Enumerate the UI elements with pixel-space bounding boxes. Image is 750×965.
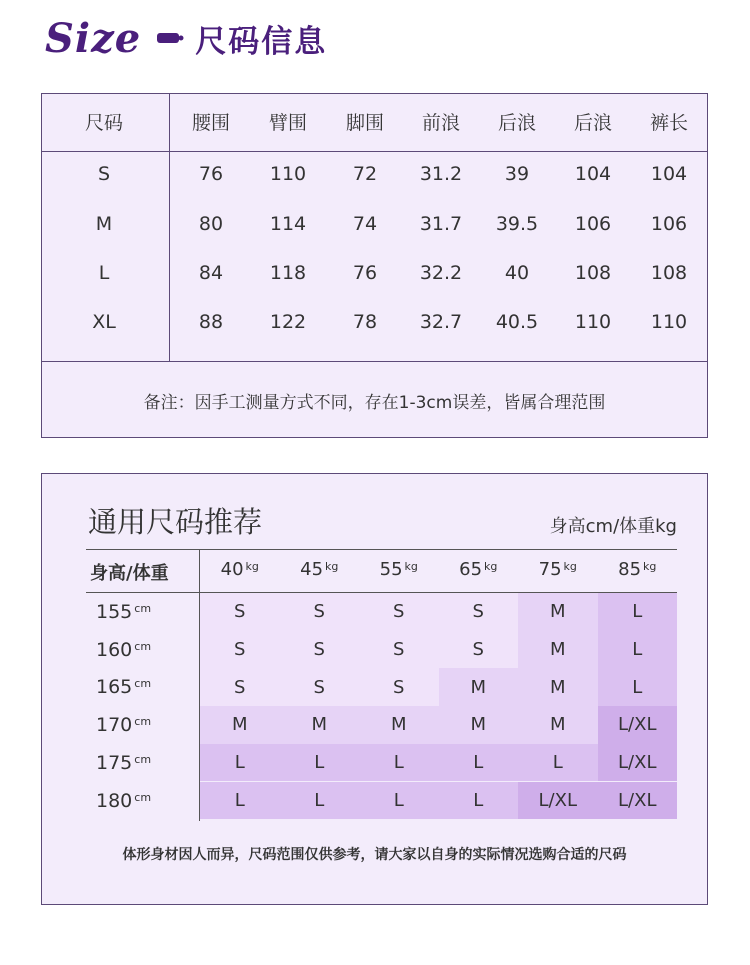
size-table-divider bbox=[169, 94, 170, 362]
size-table-cell: 76 bbox=[352, 262, 378, 284]
weight-value: 40 bbox=[220, 559, 244, 580]
weight-column-header bbox=[539, 559, 577, 580]
size-recommendation-cell: M bbox=[439, 668, 519, 706]
page-title: 尺码信息 bbox=[195, 23, 328, 60]
size-table-size-label: L bbox=[98, 262, 110, 284]
size-table-column-header: 腰围 bbox=[191, 112, 231, 134]
weight-column-header bbox=[221, 559, 259, 580]
height-unit: cm bbox=[134, 602, 152, 615]
size-table-cell: 110 bbox=[650, 311, 688, 333]
size-table-column-header: 后浪 bbox=[497, 112, 537, 134]
size-recommendation-cell: S bbox=[359, 668, 439, 706]
size-recommendation-cell: L bbox=[518, 744, 598, 782]
recommend-row-header: 身高/体重 bbox=[90, 563, 169, 584]
size-recommendation-cell: S bbox=[439, 631, 519, 669]
weight-value: 65 bbox=[459, 559, 483, 580]
weight-value: 45 bbox=[300, 559, 324, 580]
size-table-cell: 108 bbox=[574, 262, 612, 284]
size-table-column-header: 前浪 bbox=[421, 112, 461, 134]
size-recommendation-cell: S bbox=[439, 593, 519, 631]
size-recommendation-cell: L/XL bbox=[598, 706, 678, 744]
size-recommendation-cell: L bbox=[359, 744, 439, 782]
size-table-cell: 74 bbox=[352, 213, 378, 235]
height-row-label bbox=[96, 639, 196, 661]
weight-unit: kg bbox=[563, 560, 577, 573]
size-recommendation-cell: S bbox=[200, 668, 280, 706]
size-table-size-label: S bbox=[97, 163, 111, 185]
size-recommendation-cell: L bbox=[280, 744, 360, 782]
height-value: 155 bbox=[96, 601, 133, 623]
size-recommendation-cell: S bbox=[359, 593, 439, 631]
height-row-label bbox=[96, 601, 196, 623]
size-recommendation-cell: S bbox=[280, 593, 360, 631]
size-recommendation-cell: L bbox=[439, 782, 519, 820]
weight-unit: kg bbox=[245, 560, 259, 573]
size-table-cell: 76 bbox=[198, 163, 224, 185]
size-recommendation-cell: M bbox=[518, 668, 598, 706]
size-recommendation-cell: L bbox=[598, 631, 678, 669]
size-recommendation-cell: M bbox=[518, 631, 598, 669]
weight-value: 75 bbox=[538, 559, 562, 580]
height-row-label bbox=[96, 752, 196, 774]
size-table-cell: 104 bbox=[650, 163, 688, 185]
size-table-cell: 84 bbox=[198, 262, 224, 284]
size-recommendation-cell: M bbox=[518, 593, 598, 631]
size-table-cell: 118 bbox=[269, 262, 307, 284]
size-table-cell: 114 bbox=[269, 213, 307, 235]
weight-value: 85 bbox=[618, 559, 642, 580]
size-recommendation-cell: L bbox=[359, 782, 439, 820]
size-recommendation-cell: M bbox=[200, 706, 280, 744]
weight-unit: kg bbox=[484, 560, 498, 573]
size-table-cell: 72 bbox=[352, 163, 378, 185]
size-table-column-header: 裤长 bbox=[649, 112, 689, 134]
size-table-cell: 110 bbox=[269, 163, 307, 185]
size-table-cell: 108 bbox=[650, 262, 688, 284]
size-table-cell: 78 bbox=[352, 311, 378, 333]
size-recommendation-cell: S bbox=[200, 593, 280, 631]
height-row-label bbox=[96, 676, 196, 698]
size-table-column-header: 脚围 bbox=[345, 112, 385, 134]
size-table-panel bbox=[41, 93, 708, 438]
height-row-label bbox=[96, 790, 196, 812]
recommend-top-rule bbox=[86, 549, 677, 550]
weight-column-header bbox=[459, 559, 497, 580]
size-table-cell: 40 bbox=[504, 262, 530, 284]
size-table-cell: 32.2 bbox=[419, 262, 463, 284]
height-unit: cm bbox=[134, 677, 152, 691]
size-recommendation-cell: S bbox=[280, 631, 360, 669]
size-table-cell: 88 bbox=[198, 311, 224, 333]
size-table-cell: 122 bbox=[269, 311, 307, 333]
size-recommendation-cell: M bbox=[280, 706, 360, 744]
size-logo-word: Size bbox=[45, 14, 142, 62]
size-table-cell: 31.7 bbox=[419, 213, 463, 235]
size-table-cell: 80 bbox=[198, 213, 224, 235]
size-recommendation-cell: L/XL bbox=[518, 782, 598, 820]
size-recommendation-cell: L bbox=[598, 668, 678, 706]
size-recommendation-cell: L bbox=[200, 744, 280, 782]
size-table-column-header: 尺码 bbox=[84, 112, 124, 134]
height-value: 180 bbox=[96, 789, 133, 812]
page-header bbox=[45, 12, 327, 64]
size-recommendation-cell: L bbox=[439, 744, 519, 782]
weight-column-header bbox=[618, 559, 656, 580]
size-recommendation-cell: L/XL bbox=[598, 744, 678, 782]
weight-unit: kg bbox=[325, 560, 339, 573]
size-recommendation-cell: S bbox=[200, 631, 280, 669]
weight-column-header bbox=[380, 559, 418, 580]
weight-unit: kg bbox=[404, 560, 418, 573]
weight-unit: kg bbox=[643, 560, 657, 573]
size-recommendation-cell: L bbox=[598, 593, 678, 631]
height-value: 175 bbox=[96, 751, 133, 774]
size-recommendation-cell: S bbox=[280, 668, 360, 706]
size-table-cell: 40.5 bbox=[495, 311, 539, 333]
size-recommendation-cell: L bbox=[280, 782, 360, 820]
size-table-cell: 106 bbox=[574, 213, 612, 235]
tag-icon bbox=[155, 30, 185, 46]
size-table-cell: 106 bbox=[650, 213, 688, 235]
height-unit: cm bbox=[134, 752, 152, 766]
recommend-panel bbox=[41, 473, 708, 905]
height-unit: cm bbox=[134, 639, 152, 653]
height-value: 160 bbox=[96, 638, 133, 661]
size-table-cell: 110 bbox=[574, 311, 612, 333]
size-table-cell: 39 bbox=[504, 163, 530, 185]
size-recommendation-cell: S bbox=[359, 631, 439, 669]
height-value: 170 bbox=[96, 714, 133, 737]
size-recommendation-cell: L/XL bbox=[598, 782, 678, 820]
size-table-column-header: 臂围 bbox=[268, 112, 308, 134]
height-unit: cm bbox=[134, 790, 152, 804]
recommend-title: 通用尺码推荐 bbox=[88, 505, 263, 539]
weight-value: 55 bbox=[379, 559, 403, 580]
size-table-size-label: M bbox=[95, 213, 113, 235]
size-table-cell: 104 bbox=[574, 163, 612, 185]
size-table-cell: 32.7 bbox=[419, 311, 463, 333]
size-recommendation-cell: M bbox=[439, 706, 519, 744]
height-value: 165 bbox=[96, 676, 133, 699]
height-row-label bbox=[96, 714, 196, 736]
size-table-note: 备注：因手工测量方式不同，存在1-3cm误差，皆属合理范围 bbox=[143, 392, 606, 413]
weight-column-header bbox=[300, 559, 338, 580]
size-table-column-header: 后浪 bbox=[573, 112, 613, 134]
recommend-note: 体形身材因人而异，尺码范围仅供参考，请大家以自身的实际情况选购合适的尺码 bbox=[122, 847, 627, 863]
size-table-size-label: XL bbox=[92, 311, 116, 333]
size-recommendation-cell: M bbox=[518, 706, 598, 744]
size-table-cell: 39.5 bbox=[495, 213, 539, 235]
size-recommendation-cell: M bbox=[359, 706, 439, 744]
size-recommendation-cell: L bbox=[200, 782, 280, 820]
height-unit: cm bbox=[134, 715, 152, 729]
size-table-cell: 31.2 bbox=[419, 163, 463, 185]
recommend-unit-label: 身高cm/体重kg bbox=[549, 516, 677, 537]
